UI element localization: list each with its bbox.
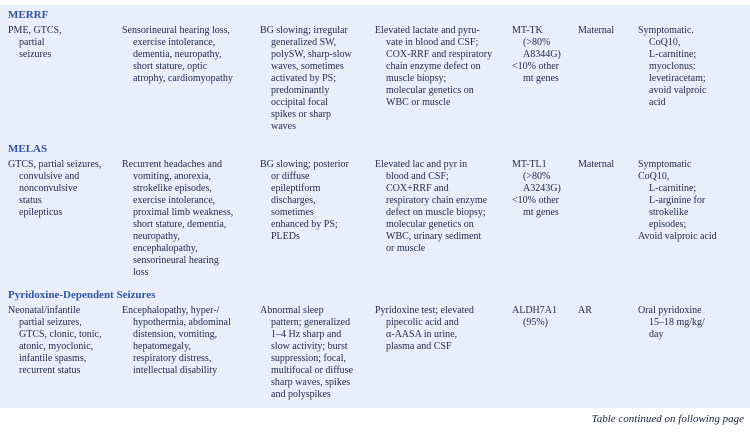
cell-line: (>80% — [523, 37, 551, 48]
section-header: Pyridoxine-Dependent Seizures — [8, 289, 156, 301]
cell-line: occipital focal — [271, 97, 328, 108]
cell-line: strokelike episodes, — [133, 183, 212, 194]
clinical-table — [0, 9, 750, 411]
cell-line: generalized SW, — [271, 37, 337, 48]
cell-line: molecular genetics on — [386, 85, 474, 96]
cell-line: COX-RRF and respiratory — [386, 49, 493, 60]
cell-line: vate in blood and CSF; — [386, 37, 479, 48]
table-cell — [638, 305, 745, 401]
cell-line: respiratory chain enzyme — [386, 195, 488, 206]
cell-line: polySW, sharp-slow — [271, 49, 352, 60]
cell-line: WBC or muscle — [386, 97, 451, 108]
cell-line: Avoid valproic acid — [638, 231, 717, 242]
table-cell — [578, 159, 638, 279]
cell-line: activated by PS; — [271, 73, 336, 84]
cell-line: episodes; — [649, 219, 687, 230]
cell-line: L-carnitine; — [649, 49, 697, 60]
cell-line: blood and CSF; — [386, 171, 449, 182]
cell-line: day — [649, 329, 664, 340]
table-cell — [512, 305, 578, 401]
table-cell — [375, 305, 512, 401]
cell-line: levetiracetam; — [649, 73, 706, 84]
cell-line: <10% other — [512, 61, 560, 72]
cell-line: ALDH7A1 — [512, 305, 557, 316]
cell-line: epileptiform — [271, 183, 321, 194]
cell-line: neuropathy, — [133, 231, 180, 242]
table-row — [8, 159, 746, 279]
cell-line: spikes or sharp — [271, 109, 331, 120]
cell-line: Elevated lactate and pyru- — [375, 25, 480, 36]
table-cell — [638, 159, 745, 279]
section-header: MELAS — [8, 143, 48, 155]
cell-line: PME, GTCS, — [8, 25, 62, 36]
table-cell — [8, 305, 122, 401]
cell-line: BG slowing; posterior — [260, 159, 349, 170]
cell-line: hypothermia, abdominal — [133, 317, 231, 328]
cell-line: short stature, optic — [133, 61, 208, 72]
table-cell — [512, 25, 578, 133]
table-cell — [122, 159, 260, 279]
table-cell — [512, 159, 578, 279]
cell-line: chain enzyme defect on — [386, 61, 481, 72]
cell-line: defect on muscle biopsy; — [386, 207, 486, 218]
cell-line: (>80% — [523, 171, 551, 182]
table-cell — [260, 305, 375, 401]
cell-line: CoQ10, — [649, 37, 681, 48]
cell-line: proximal limb weakness, — [133, 207, 234, 218]
cell-line: atonic, myoclonic, — [19, 341, 94, 352]
cell-line: myoclonus: — [649, 61, 696, 72]
cell-line: encephalopathy, — [133, 243, 198, 254]
cell-line: loss — [133, 267, 149, 278]
cell-line: sensorineural hearing — [133, 255, 219, 266]
cell-line: Symptomatic — [638, 159, 692, 170]
cell-line: waves — [271, 121, 296, 132]
cell-line: pipecolic acid and — [386, 317, 459, 328]
cell-line: Recurrent headaches and — [122, 159, 222, 170]
cell-line: infantile spasms, — [19, 353, 87, 364]
cell-line: Abnormal sleep — [260, 305, 324, 316]
cell-line: predominantly — [271, 85, 330, 96]
cell-line: vomiting, anorexia, — [133, 171, 212, 182]
cell-line: COX+RRF and — [386, 183, 449, 194]
table-cell — [122, 305, 260, 401]
cell-line: discharges, — [271, 195, 316, 206]
cell-line: sharp waves, spikes — [271, 377, 351, 388]
cell-line: CoQ10, — [638, 171, 670, 182]
table-row — [8, 305, 746, 401]
cell-line: and polyspikes — [271, 389, 331, 400]
cell-line: A8344G) — [523, 49, 561, 60]
table-cell — [375, 25, 512, 133]
cell-line: (95%) — [523, 317, 548, 328]
cell-line: acid — [649, 97, 666, 108]
table-cell — [578, 25, 638, 133]
cell-line: exercise intolerance, — [133, 195, 216, 206]
cell-line: hepatomegaly, — [133, 341, 191, 352]
cell-line: GTCS, partial seizures, — [8, 159, 102, 170]
cell-line: pattern; generalized — [271, 317, 351, 328]
cell-line: 1–4 Hz sharp and — [271, 329, 342, 340]
cell-line: α-AASA in urine, — [386, 329, 458, 340]
cell-line: <10% other — [512, 195, 560, 206]
cell-line: avoid valproic — [649, 85, 707, 96]
table-cell — [8, 25, 122, 133]
cell-line: A3243G) — [523, 183, 561, 194]
cell-line: Symptomatic. — [638, 25, 694, 36]
cell-line: 15–18 mg/kg/ — [649, 317, 705, 328]
cell-line: partial — [19, 37, 45, 48]
cell-line: Elevated lac and pyr in — [375, 159, 468, 170]
cell-line: Maternal — [578, 25, 615, 36]
cell-line: L-carnitine; — [649, 183, 697, 194]
cell-line: nonconvulsive — [19, 183, 78, 194]
table-cell — [122, 25, 260, 133]
cell-line: status — [19, 195, 42, 206]
cell-line: strokelike — [649, 207, 689, 218]
cell-line: L-arginine for — [649, 195, 706, 206]
table-cell — [8, 159, 122, 279]
cell-line: or diffuse — [271, 171, 310, 182]
cell-line: dementia, neuropathy, — [133, 49, 222, 60]
cell-line: seizures — [19, 49, 52, 60]
cell-line: slow activity; burst — [271, 341, 348, 352]
cell-line: intellectual disability — [133, 365, 218, 376]
cell-line: PLEDs — [271, 231, 300, 242]
cell-line: distension, vomiting, — [133, 329, 218, 340]
cell-line: atrophy, cardiomyopathy — [133, 73, 233, 84]
cell-line: multifocal or diffuse — [271, 365, 354, 376]
cell-line: epilepticus — [19, 207, 63, 218]
cell-line: short stature, dementia, — [133, 219, 227, 230]
cell-line: enhanced by PS; — [271, 219, 338, 230]
cell-line: Maternal — [578, 159, 615, 170]
cell-line: mt genes — [523, 207, 559, 218]
table-cell — [578, 305, 638, 401]
table-cell — [375, 159, 512, 279]
table-cell — [260, 159, 375, 279]
table-cell — [638, 25, 745, 133]
cell-line: or muscle — [386, 243, 426, 254]
cell-line: partial seizures, — [19, 317, 82, 328]
cell-line: MT-TL1 — [512, 159, 547, 170]
cell-line: Oral pyridoxine — [638, 305, 702, 316]
cell-line: GTCS, clonic, tonic, — [19, 329, 102, 340]
table-row — [8, 25, 746, 133]
cell-line: Sensorineural hearing loss, — [122, 25, 231, 36]
cell-line: exercise intolerance, — [133, 37, 216, 48]
cell-line: AR — [578, 305, 592, 316]
cell-line: waves, sometimes — [271, 61, 344, 72]
section-header: MERRF — [8, 9, 49, 21]
cell-line: respiratory distress, — [133, 353, 212, 364]
cell-line: sometimes — [271, 207, 314, 218]
table-cell — [260, 25, 375, 133]
cell-line: Encephalopathy, hyper-/ — [122, 305, 220, 316]
cell-line: plasma and CSF — [386, 341, 452, 352]
cell-line: WBC, urinary sediment — [386, 231, 482, 242]
cell-line: suppression; focal, — [271, 353, 346, 364]
cell-line: MT-TK — [512, 25, 543, 36]
cell-line: muscle biopsy; — [386, 73, 447, 84]
table-continuation-note: Table continued on following page — [591, 413, 744, 425]
cell-line: Pyridoxine test; elevated — [375, 305, 474, 316]
cell-line: recurrent status — [19, 365, 81, 376]
cell-line: Neonatal/infantile — [8, 305, 81, 316]
cell-line: BG slowing; irregular — [260, 25, 348, 36]
cell-line: mt genes — [523, 73, 559, 84]
cell-line: molecular genetics on — [386, 219, 474, 230]
cell-line: convulsive and — [19, 171, 80, 182]
